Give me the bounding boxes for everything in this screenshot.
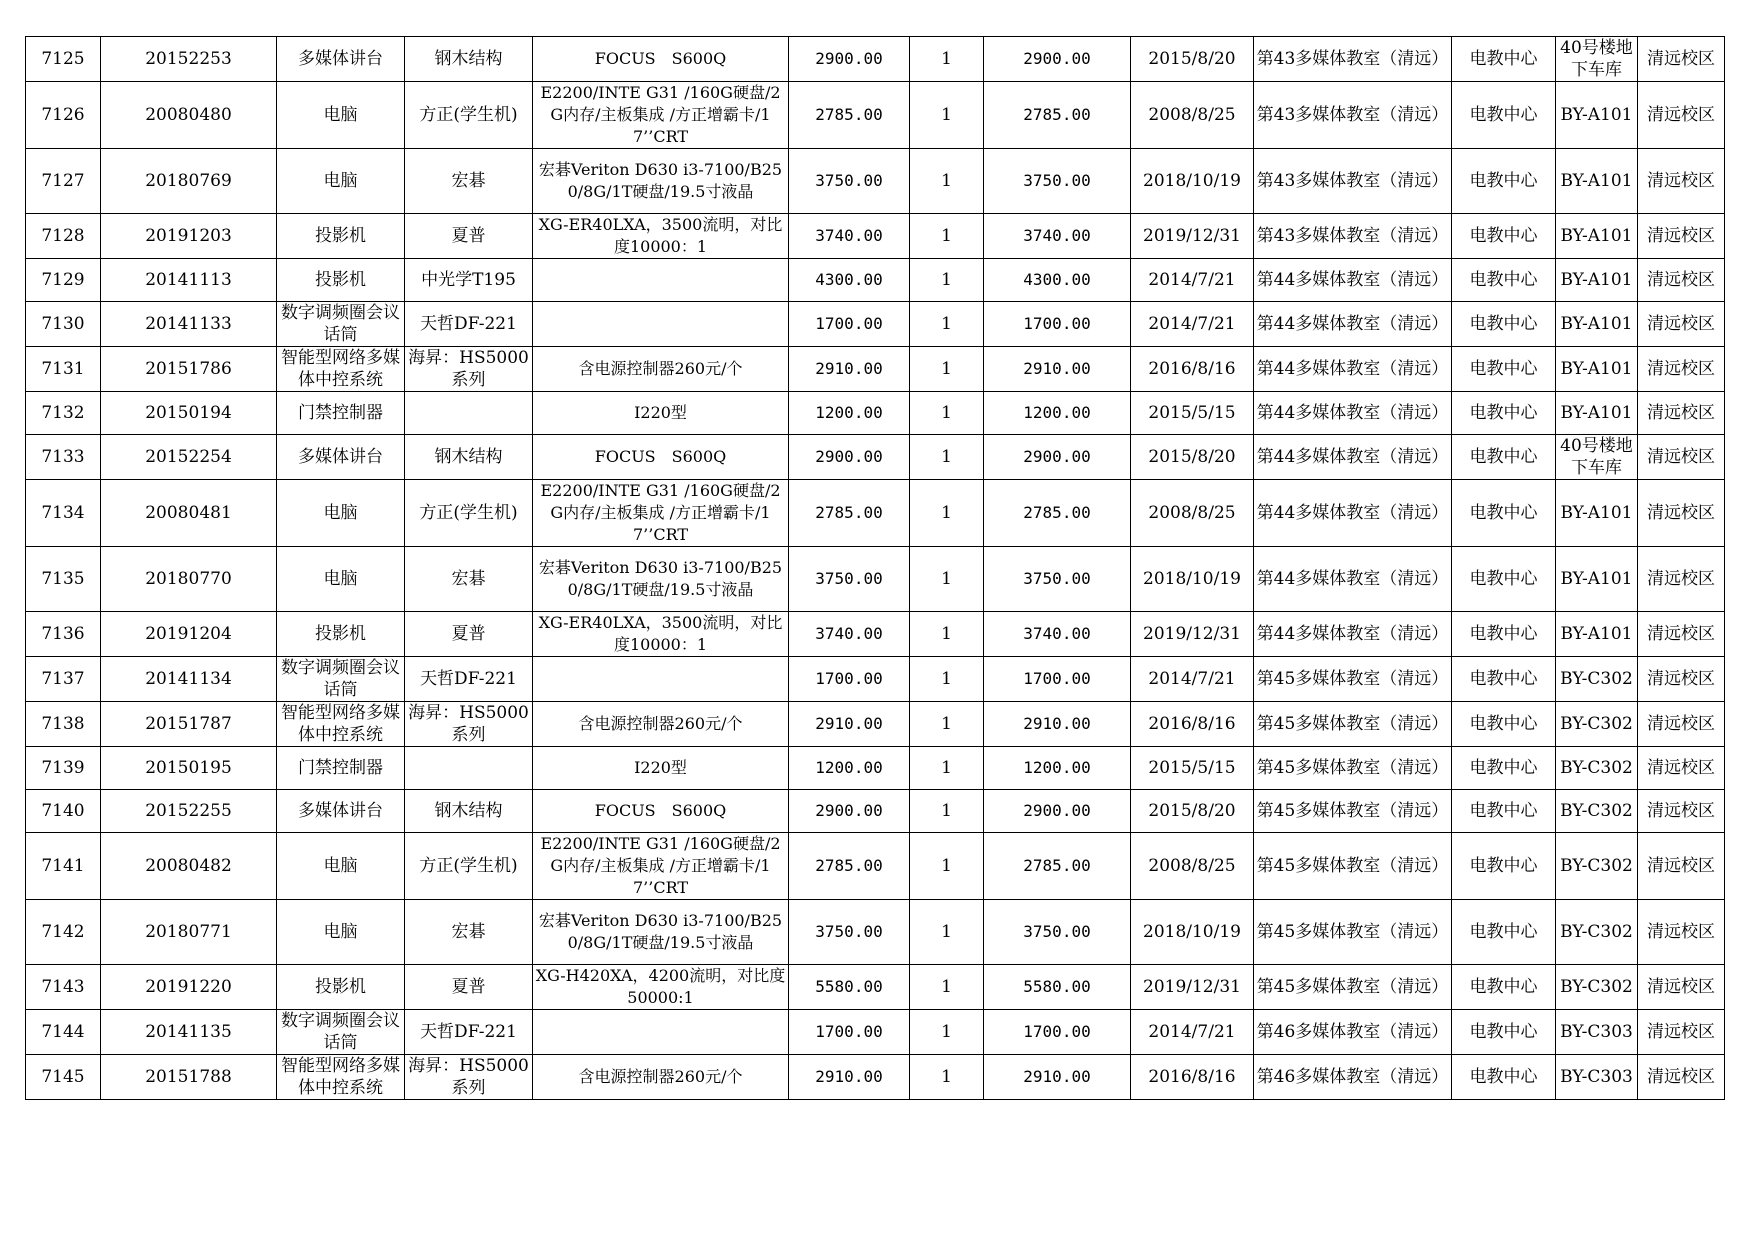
brand-cell	[405, 747, 533, 790]
unit-price-cell: 2900.00	[789, 790, 910, 833]
location-cell: 第46多媒体教室（清远）	[1254, 1055, 1452, 1100]
spec-cell: E2200/INTE G31 /160G硬盘/2G内存/主板集成 /方正增霸卡/17’’CRT	[533, 82, 789, 149]
amount-cell: 1700.00	[984, 302, 1131, 347]
storage-cell: BY-A101	[1556, 149, 1638, 214]
department-cell: 电教中心	[1452, 347, 1556, 392]
row-number-cell: 7135	[26, 547, 101, 612]
storage-cell: BY-A101	[1556, 547, 1638, 612]
asset-name-cell: 电脑	[277, 833, 405, 900]
brand-cell: 海昇：HS5000系列	[405, 702, 533, 747]
quantity-cell: 1	[910, 302, 984, 347]
storage-cell: BY-C302	[1556, 657, 1638, 702]
row-number-cell: 7134	[26, 480, 101, 547]
quantity-cell: 1	[910, 1055, 984, 1100]
table-row	[26, 259, 1725, 302]
asset-code-cell: 20151787	[101, 702, 277, 747]
location-cell: 第45多媒体教室（清远）	[1254, 900, 1452, 965]
department-cell: 电教中心	[1452, 82, 1556, 149]
asset-code-cell: 20180769	[101, 149, 277, 214]
campus-cell: 清远校区	[1638, 657, 1725, 702]
amount-cell: 2785.00	[984, 833, 1131, 900]
unit-price-cell: 2785.00	[789, 833, 910, 900]
asset-code-cell: 20180771	[101, 900, 277, 965]
quantity-cell: 1	[910, 965, 984, 1010]
table-row	[26, 965, 1725, 1010]
spec-cell: XG-ER40LXA，3500流明，对比度10000：1	[533, 612, 789, 657]
quantity-cell: 1	[910, 1010, 984, 1055]
brand-cell: 中光学T195	[405, 259, 533, 302]
quantity-cell: 1	[910, 435, 984, 480]
asset-code-cell: 20080482	[101, 833, 277, 900]
purchase-date-cell: 2008/8/25	[1131, 82, 1254, 149]
row-number-cell: 7136	[26, 612, 101, 657]
storage-cell: BY-C303	[1556, 1055, 1638, 1100]
asset-code-cell: 20080480	[101, 82, 277, 149]
department-cell: 电教中心	[1452, 547, 1556, 612]
storage-cell: BY-C302	[1556, 790, 1638, 833]
location-cell: 第45多媒体教室（清远）	[1254, 747, 1452, 790]
row-number-cell: 7125	[26, 37, 101, 82]
unit-price-cell: 2900.00	[789, 37, 910, 82]
table-row	[26, 392, 1725, 435]
storage-cell: BY-C303	[1556, 1010, 1638, 1055]
asset-code-cell: 20151786	[101, 347, 277, 392]
asset-name-cell: 智能型网络多媒体中控系统	[277, 1055, 405, 1100]
asset-code-cell: 20141113	[101, 259, 277, 302]
department-cell: 电教中心	[1452, 612, 1556, 657]
asset-name-cell: 多媒体讲台	[277, 37, 405, 82]
spec-cell	[533, 259, 789, 302]
quantity-cell: 1	[910, 480, 984, 547]
department-cell: 电教中心	[1452, 833, 1556, 900]
amount-cell: 2910.00	[984, 1055, 1131, 1100]
table-row	[26, 480, 1725, 547]
spec-cell	[533, 302, 789, 347]
location-cell: 第43多媒体教室（清远）	[1254, 37, 1452, 82]
asset-name-cell: 数字调频圈会议话筒	[277, 1010, 405, 1055]
storage-cell: BY-C302	[1556, 900, 1638, 965]
brand-cell	[405, 392, 533, 435]
campus-cell: 清远校区	[1638, 347, 1725, 392]
amount-cell: 2900.00	[984, 37, 1131, 82]
asset-name-cell: 门禁控制器	[277, 392, 405, 435]
purchase-date-cell: 2015/8/20	[1131, 435, 1254, 480]
storage-cell: 40号楼地下车库	[1556, 435, 1638, 480]
row-number-cell: 7142	[26, 900, 101, 965]
brand-cell: 钢木结构	[405, 37, 533, 82]
campus-cell: 清远校区	[1638, 37, 1725, 82]
table-row	[26, 347, 1725, 392]
table-row	[26, 435, 1725, 480]
brand-cell: 方正(学生机)	[405, 82, 533, 149]
asset-code-cell: 20180770	[101, 547, 277, 612]
row-number-cell: 7133	[26, 435, 101, 480]
asset-code-cell: 20150194	[101, 392, 277, 435]
brand-cell: 天哲DF-221	[405, 657, 533, 702]
purchase-date-cell: 2015/5/15	[1131, 747, 1254, 790]
amount-cell: 3740.00	[984, 612, 1131, 657]
storage-cell: BY-C302	[1556, 965, 1638, 1010]
purchase-date-cell: 2014/7/21	[1131, 1010, 1254, 1055]
brand-cell: 方正(学生机)	[405, 833, 533, 900]
campus-cell: 清远校区	[1638, 392, 1725, 435]
brand-cell: 夏普	[405, 965, 533, 1010]
brand-cell: 夏普	[405, 214, 533, 259]
amount-cell: 1700.00	[984, 1010, 1131, 1055]
row-number-cell: 7139	[26, 747, 101, 790]
department-cell: 电教中心	[1452, 965, 1556, 1010]
spec-cell	[533, 657, 789, 702]
spec-cell	[533, 1010, 789, 1055]
location-cell: 第44多媒体教室（清远）	[1254, 302, 1452, 347]
campus-cell: 清远校区	[1638, 790, 1725, 833]
spec-cell: E2200/INTE G31 /160G硬盘/2G内存/主板集成 /方正增霸卡/17’’CRT	[533, 833, 789, 900]
asset-code-cell: 20152253	[101, 37, 277, 82]
spec-cell: XG-ER40LXA，3500流明，对比度10000：1	[533, 214, 789, 259]
purchase-date-cell: 2018/10/19	[1131, 149, 1254, 214]
quantity-cell: 1	[910, 702, 984, 747]
department-cell: 电教中心	[1452, 1010, 1556, 1055]
spec-cell: I220型	[533, 392, 789, 435]
asset-code-cell: 20151788	[101, 1055, 277, 1100]
purchase-date-cell: 2016/8/16	[1131, 347, 1254, 392]
unit-price-cell: 1700.00	[789, 1010, 910, 1055]
spec-cell: 含电源控制器260元/个	[533, 702, 789, 747]
storage-cell: BY-A101	[1556, 214, 1638, 259]
amount-cell: 1200.00	[984, 747, 1131, 790]
asset-name-cell: 智能型网络多媒体中控系统	[277, 702, 405, 747]
asset-name-cell: 多媒体讲台	[277, 435, 405, 480]
asset-code-cell: 20152254	[101, 435, 277, 480]
quantity-cell: 1	[910, 657, 984, 702]
row-number-cell: 7144	[26, 1010, 101, 1055]
campus-cell: 清远校区	[1638, 702, 1725, 747]
row-number-cell: 7141	[26, 833, 101, 900]
purchase-date-cell: 2019/12/31	[1131, 965, 1254, 1010]
row-number-cell: 7137	[26, 657, 101, 702]
asset-code-cell: 20191220	[101, 965, 277, 1010]
department-cell: 电教中心	[1452, 1055, 1556, 1100]
amount-cell: 4300.00	[984, 259, 1131, 302]
asset-table	[25, 36, 1725, 1100]
asset-name-cell: 多媒体讲台	[277, 790, 405, 833]
campus-cell: 清远校区	[1638, 965, 1725, 1010]
location-cell: 第44多媒体教室（清远）	[1254, 435, 1452, 480]
unit-price-cell: 2910.00	[789, 1055, 910, 1100]
amount-cell: 2785.00	[984, 82, 1131, 149]
purchase-date-cell: 2015/8/20	[1131, 790, 1254, 833]
table-row	[26, 37, 1725, 82]
table-row	[26, 833, 1725, 900]
department-cell: 电教中心	[1452, 900, 1556, 965]
unit-price-cell: 3740.00	[789, 612, 910, 657]
brand-cell: 海昇：HS5000系列	[405, 347, 533, 392]
table-body	[26, 37, 1725, 1100]
brand-cell: 宏碁	[405, 900, 533, 965]
purchase-date-cell: 2019/12/31	[1131, 612, 1254, 657]
department-cell: 电教中心	[1452, 790, 1556, 833]
unit-price-cell: 3750.00	[789, 900, 910, 965]
brand-cell: 天哲DF-221	[405, 1010, 533, 1055]
asset-name-cell: 投影机	[277, 965, 405, 1010]
location-cell: 第44多媒体教室（清远）	[1254, 612, 1452, 657]
location-cell: 第44多媒体教室（清远）	[1254, 392, 1452, 435]
unit-price-cell: 2910.00	[789, 702, 910, 747]
storage-cell: BY-A101	[1556, 480, 1638, 547]
campus-cell: 清远校区	[1638, 547, 1725, 612]
asset-name-cell: 数字调频圈会议话筒	[277, 302, 405, 347]
quantity-cell: 1	[910, 82, 984, 149]
table-row	[26, 900, 1725, 965]
campus-cell: 清远校区	[1638, 302, 1725, 347]
storage-cell: BY-A101	[1556, 347, 1638, 392]
spec-cell: XG-H420XA，4200流明，对比度50000:1	[533, 965, 789, 1010]
row-number-cell: 7143	[26, 965, 101, 1010]
purchase-date-cell: 2014/7/21	[1131, 657, 1254, 702]
campus-cell: 清远校区	[1638, 82, 1725, 149]
department-cell: 电教中心	[1452, 435, 1556, 480]
row-number-cell: 7132	[26, 392, 101, 435]
purchase-date-cell: 2014/7/21	[1131, 259, 1254, 302]
asset-name-cell: 电脑	[277, 900, 405, 965]
quantity-cell: 1	[910, 392, 984, 435]
spec-cell: FOCUS S600Q	[533, 37, 789, 82]
unit-price-cell: 3750.00	[789, 547, 910, 612]
location-cell: 第45多媒体教室（清远）	[1254, 833, 1452, 900]
asset-name-cell: 门禁控制器	[277, 747, 405, 790]
spec-cell: FOCUS S600Q	[533, 435, 789, 480]
asset-code-cell: 20080481	[101, 480, 277, 547]
asset-name-cell: 电脑	[277, 480, 405, 547]
department-cell: 电教中心	[1452, 392, 1556, 435]
brand-cell: 钢木结构	[405, 790, 533, 833]
unit-price-cell: 2785.00	[789, 480, 910, 547]
asset-code-cell: 20152255	[101, 790, 277, 833]
amount-cell: 2900.00	[984, 790, 1131, 833]
location-cell: 第43多媒体教室（清远）	[1254, 149, 1452, 214]
asset-name-cell: 投影机	[277, 612, 405, 657]
spec-cell: I220型	[533, 747, 789, 790]
storage-cell: BY-A101	[1556, 612, 1638, 657]
amount-cell: 2900.00	[984, 435, 1131, 480]
amount-cell: 3750.00	[984, 547, 1131, 612]
purchase-date-cell: 2018/10/19	[1131, 547, 1254, 612]
location-cell: 第44多媒体教室（清远）	[1254, 547, 1452, 612]
quantity-cell: 1	[910, 900, 984, 965]
brand-cell: 钢木结构	[405, 435, 533, 480]
amount-cell: 3750.00	[984, 149, 1131, 214]
purchase-date-cell: 2016/8/16	[1131, 702, 1254, 747]
spec-cell: 宏碁Veriton D630 i3-7100/B250/8G/1T硬盘/19.5寸液晶	[533, 149, 789, 214]
purchase-date-cell: 2008/8/25	[1131, 480, 1254, 547]
storage-cell: BY-C302	[1556, 702, 1638, 747]
purchase-date-cell: 2016/8/16	[1131, 1055, 1254, 1100]
amount-cell: 3750.00	[984, 900, 1131, 965]
asset-code-cell: 20141133	[101, 302, 277, 347]
row-number-cell: 7131	[26, 347, 101, 392]
location-cell: 第43多媒体教室（清远）	[1254, 82, 1452, 149]
asset-name-cell: 电脑	[277, 547, 405, 612]
campus-cell: 清远校区	[1638, 149, 1725, 214]
table-row	[26, 747, 1725, 790]
row-number-cell: 7138	[26, 702, 101, 747]
quantity-cell: 1	[910, 747, 984, 790]
location-cell: 第45多媒体教室（清远）	[1254, 702, 1452, 747]
spec-cell: FOCUS S600Q	[533, 790, 789, 833]
location-cell: 第45多媒体教室（清远）	[1254, 790, 1452, 833]
unit-price-cell: 5580.00	[789, 965, 910, 1010]
purchase-date-cell: 2008/8/25	[1131, 833, 1254, 900]
campus-cell: 清远校区	[1638, 259, 1725, 302]
table-row	[26, 1010, 1725, 1055]
location-cell: 第43多媒体教室（清远）	[1254, 214, 1452, 259]
unit-price-cell: 2785.00	[789, 82, 910, 149]
unit-price-cell: 3740.00	[789, 214, 910, 259]
amount-cell: 2910.00	[984, 702, 1131, 747]
campus-cell: 清远校区	[1638, 435, 1725, 480]
department-cell: 电教中心	[1452, 302, 1556, 347]
storage-cell: BY-A101	[1556, 302, 1638, 347]
campus-cell: 清远校区	[1638, 612, 1725, 657]
quantity-cell: 1	[910, 790, 984, 833]
asset-code-cell: 20141135	[101, 1010, 277, 1055]
brand-cell: 夏普	[405, 612, 533, 657]
quantity-cell: 1	[910, 612, 984, 657]
location-cell: 第44多媒体教室（清远）	[1254, 347, 1452, 392]
storage-cell: BY-C302	[1556, 747, 1638, 790]
asset-name-cell: 智能型网络多媒体中控系统	[277, 347, 405, 392]
purchase-date-cell: 2014/7/21	[1131, 302, 1254, 347]
table-row	[26, 214, 1725, 259]
quantity-cell: 1	[910, 259, 984, 302]
row-number-cell: 7128	[26, 214, 101, 259]
row-number-cell: 7130	[26, 302, 101, 347]
amount-cell: 3740.00	[984, 214, 1131, 259]
asset-name-cell: 电脑	[277, 82, 405, 149]
campus-cell: 清远校区	[1638, 480, 1725, 547]
table-row	[26, 657, 1725, 702]
row-number-cell: 7140	[26, 790, 101, 833]
unit-price-cell: 2900.00	[789, 435, 910, 480]
spec-cell: 宏碁Veriton D630 i3-7100/B250/8G/1T硬盘/19.5寸液晶	[533, 900, 789, 965]
table-row	[26, 702, 1725, 747]
purchase-date-cell: 2015/5/15	[1131, 392, 1254, 435]
brand-cell: 海昇：HS5000系列	[405, 1055, 533, 1100]
storage-cell: 40号楼地下车库	[1556, 37, 1638, 82]
unit-price-cell: 1700.00	[789, 657, 910, 702]
row-number-cell: 7129	[26, 259, 101, 302]
table-row	[26, 790, 1725, 833]
location-cell: 第44多媒体教室（清远）	[1254, 259, 1452, 302]
brand-cell: 宏碁	[405, 547, 533, 612]
department-cell: 电教中心	[1452, 259, 1556, 302]
spec-cell: 含电源控制器260元/个	[533, 1055, 789, 1100]
campus-cell: 清远校区	[1638, 900, 1725, 965]
campus-cell: 清远校区	[1638, 1055, 1725, 1100]
quantity-cell: 1	[910, 37, 984, 82]
row-number-cell: 7126	[26, 82, 101, 149]
row-number-cell: 7127	[26, 149, 101, 214]
spec-cell: 含电源控制器260元/个	[533, 347, 789, 392]
quantity-cell: 1	[910, 149, 984, 214]
department-cell: 电教中心	[1452, 480, 1556, 547]
asset-name-cell: 数字调频圈会议话筒	[277, 657, 405, 702]
brand-cell: 宏碁	[405, 149, 533, 214]
department-cell: 电教中心	[1452, 214, 1556, 259]
asset-code-cell: 20191203	[101, 214, 277, 259]
purchase-date-cell: 2019/12/31	[1131, 214, 1254, 259]
department-cell: 电教中心	[1452, 149, 1556, 214]
campus-cell: 清远校区	[1638, 833, 1725, 900]
department-cell: 电教中心	[1452, 37, 1556, 82]
quantity-cell: 1	[910, 347, 984, 392]
storage-cell: BY-A101	[1556, 259, 1638, 302]
spec-cell: E2200/INTE G31 /160G硬盘/2G内存/主板集成 /方正增霸卡/17’’CRT	[533, 480, 789, 547]
asset-code-cell: 20150195	[101, 747, 277, 790]
table-row	[26, 1055, 1725, 1100]
asset-code-cell: 20141134	[101, 657, 277, 702]
table-row	[26, 82, 1725, 149]
amount-cell: 2910.00	[984, 347, 1131, 392]
amount-cell: 1200.00	[984, 392, 1131, 435]
table-row	[26, 302, 1725, 347]
amount-cell: 2785.00	[984, 480, 1131, 547]
storage-cell: BY-A101	[1556, 82, 1638, 149]
asset-code-cell: 20191204	[101, 612, 277, 657]
brand-cell: 天哲DF-221	[405, 302, 533, 347]
table-row	[26, 612, 1725, 657]
unit-price-cell: 1700.00	[789, 302, 910, 347]
purchase-date-cell: 2015/8/20	[1131, 37, 1254, 82]
row-number-cell: 7145	[26, 1055, 101, 1100]
quantity-cell: 1	[910, 833, 984, 900]
unit-price-cell: 3750.00	[789, 149, 910, 214]
amount-cell: 5580.00	[984, 965, 1131, 1010]
department-cell: 电教中心	[1452, 657, 1556, 702]
quantity-cell: 1	[910, 547, 984, 612]
campus-cell: 清远校区	[1638, 214, 1725, 259]
location-cell: 第45多媒体教室（清远）	[1254, 965, 1452, 1010]
asset-name-cell: 电脑	[277, 149, 405, 214]
location-cell: 第44多媒体教室（清远）	[1254, 480, 1452, 547]
unit-price-cell: 1200.00	[789, 392, 910, 435]
table-row	[26, 547, 1725, 612]
storage-cell: BY-C302	[1556, 833, 1638, 900]
table-row	[26, 149, 1725, 214]
department-cell: 电教中心	[1452, 747, 1556, 790]
campus-cell: 清远校区	[1638, 1010, 1725, 1055]
spec-cell: 宏碁Veriton D630 i3-7100/B250/8G/1T硬盘/19.5寸液晶	[533, 547, 789, 612]
department-cell: 电教中心	[1452, 702, 1556, 747]
asset-name-cell: 投影机	[277, 214, 405, 259]
brand-cell: 方正(学生机)	[405, 480, 533, 547]
amount-cell: 1700.00	[984, 657, 1131, 702]
location-cell: 第45多媒体教室（清远）	[1254, 657, 1452, 702]
asset-name-cell: 投影机	[277, 259, 405, 302]
campus-cell: 清远校区	[1638, 747, 1725, 790]
unit-price-cell: 2910.00	[789, 347, 910, 392]
quantity-cell: 1	[910, 214, 984, 259]
unit-price-cell: 4300.00	[789, 259, 910, 302]
storage-cell: BY-A101	[1556, 392, 1638, 435]
unit-price-cell: 1200.00	[789, 747, 910, 790]
purchase-date-cell: 2018/10/19	[1131, 900, 1254, 965]
location-cell: 第46多媒体教室（清远）	[1254, 1010, 1452, 1055]
